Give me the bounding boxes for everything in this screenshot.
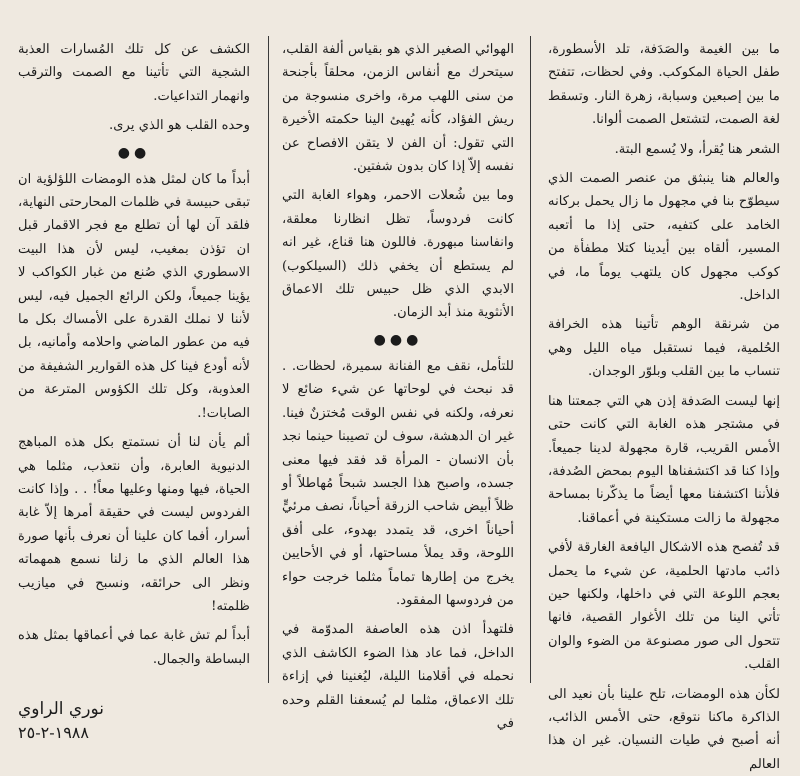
paragraph: قد تُفصح هذه الاشكال اليافعة الغارقة لأفي ذائب مادتها الحلمية، عن شيء ما يحمل بعجم اللوعة التي في داخلها، ولكنها حين تأتي الينا من تلك الأغوار القصية، فانها تتحول الى صور مصنوعة من الضوء والوان القلب. bbox=[548, 540, 780, 673]
paragraph: ما بين الغيمة والصَدَفة، تلد الأسطورة، طفل الحياة المكوكب. وفي لحظات، تتفتح ما بين إصبعين وسبابة، زهرة النار. وتسقط لغة الصمت، لتشتعل الصمت ألوانا. bbox=[548, 42, 780, 128]
paragraph: والعالم هنا ينبثق من عنصر الصمت الذي سيطوّح بنا في مجهول ما زال يحمل بركانه الخامد على كتفيه، حتى إذا ما أتعبه المسير، ألقاه بين أيدينا كتلا مطفأة من كوكب مجهول كان يلتهب يوماً ما، في الداخل. bbox=[548, 171, 780, 304]
paragraph: ألم يأن لنا أن نستمتع بكل هذه المباهج الدنيوية العابرة، وأن نتعذب، مثلما هي الحياة، فيها ومنها وعليها معاً! . . وإذا كانت الفردوس ليست في حقيقة أمرها إلاّ غابة أسرار، أفما كان علينا أن نعرف بأنها صورة هذا العالم الذي ما زلنا نسمع همهماته ونظر الى حرائقه، ونسبح في ميازيب ظلمته! bbox=[18, 435, 250, 614]
paragraph: لكأن هذه الومضات، تلح علينا بأن نعيد الى الذاكرة ماكنا نتوقع، حتى الأمس الذائب، أنه أصبح في طيات النسيان. غير ان هذا العالم bbox=[548, 686, 780, 772]
column-divider bbox=[530, 36, 531, 683]
paragraph: وما بين شُعلات الاحمر، وهواء الغابة التي كانت فردوساً، تظل انظارنا معلقة، وانفاسنا مبهورة. فاللون هنا قناع، غير انه لم يستطع أن يخفي ذلك (السيلكوب) الابدي الذي ظل حبيس تلك الاعماق الأنثوية منذ أبد الزمان. bbox=[282, 188, 514, 321]
paragraph: الشعر هنا يُقرأ، ولا يُسمع البتة. bbox=[614, 141, 780, 157]
paragraph: من شرنقة الوهم تأتينا هذه الخرافة الحُلمية، فيما نستقبل مياه الليل وهي تنساب ما بين القلب وبلوّر الوجدان. bbox=[548, 317, 780, 380]
section-separator: ●●● bbox=[373, 331, 423, 348]
paragraph: الكشف عن كل تلك المُسارات العذبة الشجية التي تأتينا مع الصمت والترقب وانهمار التداعيات. bbox=[18, 42, 250, 104]
paragraph: وحده القلب هو الذي يرى. bbox=[109, 118, 250, 134]
paragraph: الهوائي الصغير الذي هو بقياس ألفة القلب، سيتحرك مع أنفاس الزمن، محلقاً بأجنحة من سنى اللهب مرة، واخرى منسوجة من ريش الفؤاد، كأنه يُهيئ الينا حكمته الأخيرة التي تقول: أن الفن لا يتقن الافصاح عن نفسه إلاّ إذا كان بدون شفتين. bbox=[282, 42, 514, 175]
paragraph: فلتهدأ اذن هذه العاصفة المدوّمة في الداخل، فما عاد هذا الضوء الكاشف الذي نحمله في أقلامنا الليلة، ليُغنينا في إزاءة تلك الاعماق، مثلما لم يُسعفنا القلم وحده في bbox=[282, 622, 514, 731]
text-column-left bbox=[10, 38, 258, 743]
section-separator: ●● bbox=[117, 144, 151, 161]
paragraph: أبداً لم تش غابة عما في أعماقها بمثل هذه البساطة والجمال. bbox=[18, 628, 250, 667]
article-date: ١٩٨٨-٢-٢٥ bbox=[18, 723, 89, 743]
paragraph: للتأمل، نقف مع الفنانة سميرة، لحظات. . قد نبحث في لوحاتها عن شيء ضائع لا نعرفه، ولكنه في نفس الوقت مُختزنٌ فينا. غير ان الدهشة، سوف لن تصيبنا حينما نجد بأن الانسان - المرأة قد فقد فيها معنى جسده، واصبح هذا الجسد شبحاً مُهاطلاً أو ظلاً أبيض شاحب الزرقة أحياناً، نصف مرئيٍّ أحياناً اخرى، قد يتمدد بهدوء، على أفق اللوحة، وقد يملأ مساحتها، أو في الأحايين يخرج من إطارها تماماً مثلما خرجت حواء من فردوسها المفقود. bbox=[282, 358, 514, 608]
paragraph: إنها ليست الصَدفة إذن هي التي جمعتنا هنا في مشتجر هذه الغابة التي كانت حتى الأمس القريب، قارة مجهولة لدينا جميعاً. وإذا كنا قد اكتشفناها اليوم بمحض الصُدفة، فلأننا اكتشفنا معها أيضاً ما يذكّرنا بمساحة مجهولة ما زالت مستكينة في أعماقنا. bbox=[548, 393, 780, 526]
text-column-right bbox=[540, 38, 788, 772]
text-column-middle bbox=[274, 38, 522, 731]
author-signature: نوري الراوي bbox=[18, 699, 104, 720]
column-divider bbox=[268, 36, 269, 683]
paragraph: أبداً ما كان لمثل هذه الومضات اللؤلؤية ان تبقى حبيسة في ظلمات المحارحتى النهاية، فلقد آن لها أن تطلع مع فجر الاقمار قبل ان تؤذن بمغيب، ليس لأن هذا البيت الاسطوري الذي صُنع من غبار الكواكب لا يؤينا جميعاً، ولكن الرائع الجميل فيه، ليس لأننا لا نملك القدرة على الأمساك بكل ما فيه من عطور الماضي واحلامه وأمانيه، بل لأنه أودع فينا كل هذه القوارير الشفيفة من العذوبة، وكل تلك الكؤوس المترعة من الصابات!. bbox=[18, 171, 250, 421]
